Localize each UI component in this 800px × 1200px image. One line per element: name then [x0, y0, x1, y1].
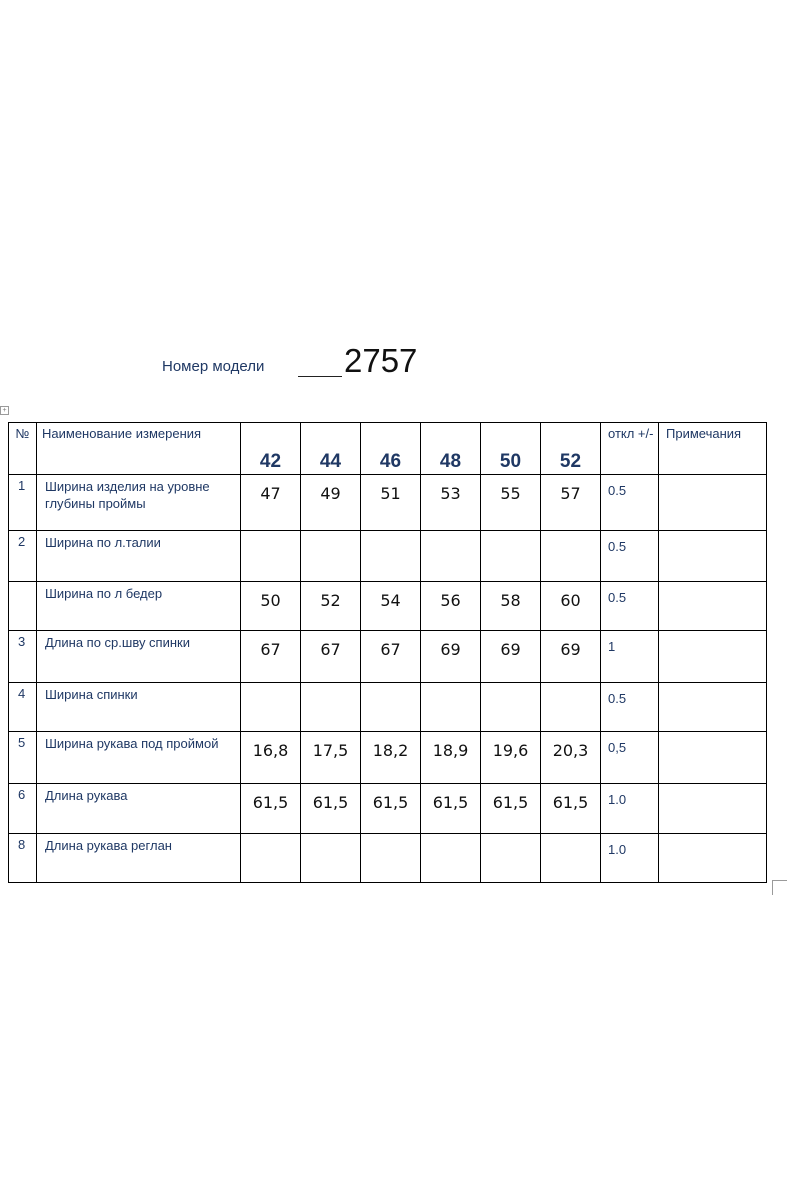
header-tolerance: откл +/- [601, 423, 659, 475]
row-number: 8 [18, 837, 26, 852]
notes-cell [659, 631, 766, 639]
value-cell: 67 [260, 640, 281, 659]
tolerance-cell: 0.5 [608, 590, 627, 605]
row-name: Ширина по л.талии [45, 535, 161, 550]
notes-cell [659, 683, 766, 691]
header-size-46: 46 [361, 423, 421, 475]
value-cell: 60 [560, 591, 581, 610]
row-number: 6 [18, 787, 26, 802]
header-size-42: 42 [241, 423, 301, 475]
value-cell [541, 531, 600, 540]
value-cell [481, 531, 540, 540]
row-number: 4 [18, 686, 26, 701]
value-cell [361, 531, 420, 540]
model-number-underline [298, 376, 342, 377]
row-name: Ширина изделия на уровне глубины проймы [45, 479, 210, 511]
table-row [9, 475, 767, 531]
value-cell [241, 531, 300, 540]
value-cell: 47 [260, 484, 281, 503]
table-row [9, 834, 767, 883]
row-number: 1 [18, 478, 26, 493]
value-cell: 20,3 [552, 741, 589, 760]
tolerance-cell: 0.5 [608, 539, 627, 554]
value-cell: 61,5 [252, 793, 289, 812]
value-cell: 18,2 [372, 741, 409, 760]
value-cell [541, 834, 600, 843]
tolerance-cell: 0.5 [608, 483, 627, 498]
value-cell: 61,5 [492, 793, 529, 812]
header-notes: Примечания [659, 423, 767, 475]
value-cell [481, 683, 540, 692]
header-size-44: 44 [301, 423, 361, 475]
value-cell: 52 [320, 591, 341, 610]
table-end-marker-icon [772, 880, 787, 895]
notes-cell [659, 834, 766, 842]
model-number-value: 2757 [344, 342, 418, 379]
value-cell: 61,5 [552, 793, 589, 812]
row-name: Длина по ср.шву спинки [45, 635, 190, 650]
value-cell: 58 [500, 591, 521, 610]
tolerance-cell: 1 [608, 639, 616, 654]
value-cell: 54 [380, 591, 401, 610]
header-size-50: 50 [481, 423, 541, 475]
value-cell: 55 [500, 484, 521, 503]
tolerance-cell: 0.5 [608, 691, 627, 706]
table-row [9, 582, 767, 631]
row-name: Ширина спинки [45, 687, 138, 702]
value-cell [361, 834, 420, 843]
header-name: Наименование измерения [37, 423, 241, 475]
value-cell: 69 [560, 640, 581, 659]
table-row [9, 631, 767, 683]
value-cell: 69 [500, 640, 521, 659]
value-cell: 67 [320, 640, 341, 659]
value-cell: 16,8 [252, 741, 289, 760]
value-cell: 50 [260, 591, 281, 610]
tolerance-cell: 0,5 [608, 740, 627, 755]
table-row [9, 531, 767, 582]
value-cell [301, 683, 360, 692]
value-cell: 53 [440, 484, 461, 503]
row-name: Длина рукава [45, 788, 128, 803]
row-name: Длина рукава реглан [45, 838, 172, 853]
header-size-52: 52 [541, 423, 601, 475]
value-cell [361, 683, 420, 692]
value-cell [421, 531, 480, 540]
table-header-row [9, 423, 767, 475]
table-row [9, 732, 767, 784]
value-cell [241, 683, 300, 692]
table-row [9, 784, 767, 834]
tolerance-cell: 1.0 [608, 842, 627, 857]
value-cell [541, 683, 600, 692]
row-number: 2 [18, 534, 26, 549]
value-cell: 69 [440, 640, 461, 659]
row-number [9, 582, 36, 585]
notes-cell [659, 582, 766, 590]
value-cell: 56 [440, 591, 461, 610]
row-name: Ширина рукава под проймой [45, 736, 219, 751]
row-name: Ширина по л бедер [45, 586, 163, 601]
value-cell [241, 834, 300, 843]
value-cell: 61,5 [432, 793, 469, 812]
measurement-table [8, 422, 767, 883]
notes-cell [659, 531, 766, 539]
row-number: 3 [18, 634, 26, 649]
move-handle-icon[interactable]: + [0, 406, 9, 415]
value-cell [301, 834, 360, 843]
value-cell: 57 [560, 484, 581, 503]
value-cell: 18,9 [432, 741, 469, 760]
notes-cell [659, 784, 766, 792]
value-cell: 67 [380, 640, 401, 659]
value-cell: 61,5 [372, 793, 409, 812]
header-number: № [9, 423, 37, 475]
row-number: 5 [18, 735, 26, 750]
value-cell: 49 [320, 484, 341, 503]
value-cell [481, 834, 540, 843]
model-number-label: Номер модели [162, 358, 265, 375]
value-cell: 61,5 [312, 793, 349, 812]
value-cell: 51 [380, 484, 401, 503]
notes-cell [659, 475, 766, 483]
tolerance-cell: 1.0 [608, 792, 627, 807]
value-cell: 17,5 [312, 741, 349, 760]
value-cell [421, 683, 480, 692]
notes-cell [659, 732, 766, 740]
value-cell [421, 834, 480, 843]
table-row [9, 683, 767, 732]
header-size-48: 48 [421, 423, 481, 475]
value-cell [301, 531, 360, 540]
value-cell: 19,6 [492, 741, 529, 760]
